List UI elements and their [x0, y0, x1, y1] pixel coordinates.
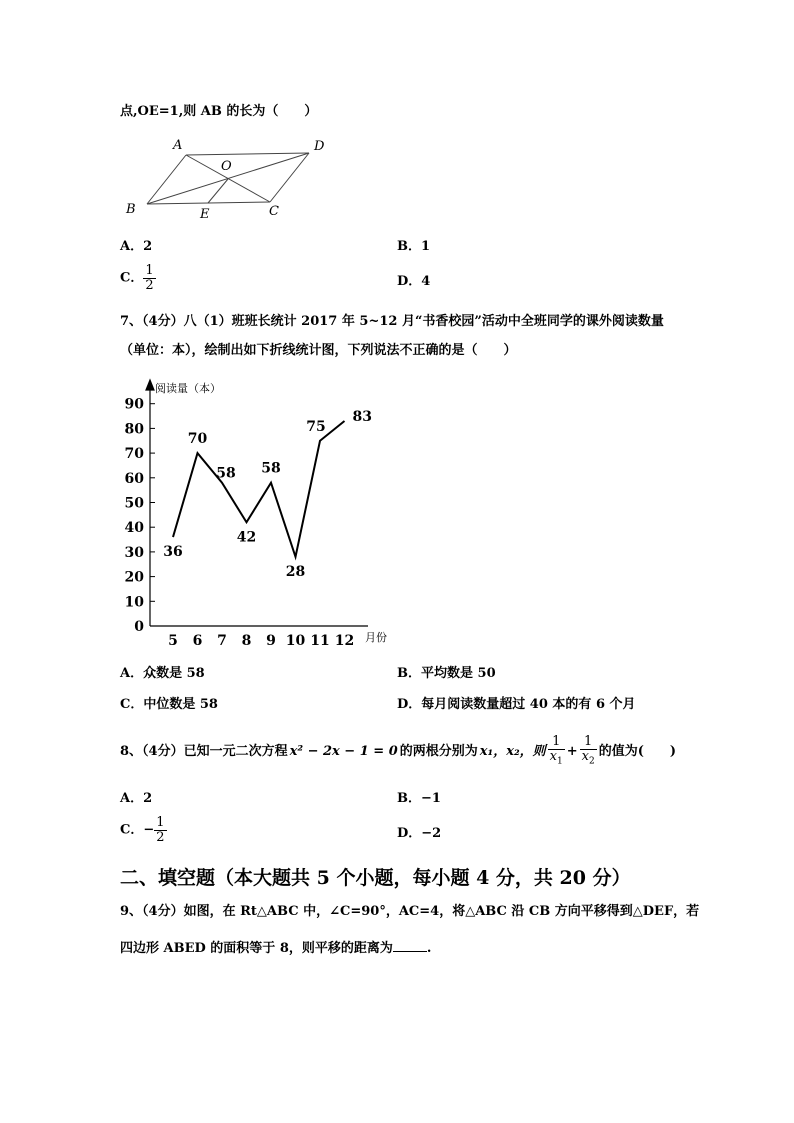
segment-oe [208, 179, 228, 203]
data-label: 75 [306, 418, 326, 435]
q8-stem-pre: 8、（4分）已知一元二次方程 [120, 744, 288, 759]
option-letter: C． [120, 697, 144, 712]
q8-option-c[interactable] [120, 816, 167, 845]
option-letter: B． [397, 791, 421, 806]
data-label: 58 [216, 465, 236, 482]
option-letter: B． [397, 666, 421, 681]
q6-option-d[interactable] [397, 274, 430, 290]
q8-equation: x² − 2x − 1 = 0 [289, 744, 398, 759]
q9-line2-pre: 四边形 ABED 的面积等于 8，则平移的距离为 [120, 941, 393, 956]
label-b: B [126, 202, 136, 217]
x-ticks [168, 633, 354, 649]
x-tick-label: 11 [310, 633, 330, 649]
q6-option-c[interactable] [120, 264, 156, 293]
option-text: −2 [421, 826, 442, 841]
edge-ab [147, 155, 186, 204]
option-text: 平均数是 50 [421, 666, 496, 681]
data-label: 28 [285, 563, 306, 580]
y-tick-label: 80 [124, 421, 144, 438]
q9-line2-post: . [426, 941, 432, 956]
answer-blank[interactable] [393, 939, 427, 952]
x-tick-label: 6 [192, 633, 203, 649]
option-letter: C． [120, 270, 144, 286]
option-letter: A． [120, 791, 144, 806]
reading-line-chart [110, 376, 400, 651]
fraction-one-half: $\frac{1}{2}$ [156, 815, 165, 845]
label-c: C [269, 204, 279, 219]
q8-option-b[interactable] [397, 791, 441, 807]
data-labels [163, 409, 372, 580]
y-tick-label: 70 [124, 446, 144, 463]
option-text: 众数是 58 [143, 666, 205, 681]
q7-option-d[interactable] [397, 697, 636, 713]
section-heading: 二、填空题（本大题共 5 个小题，每小题 4 分，共 20 分） [120, 867, 631, 889]
q9-stem-line1: 9、（4分）如图，在 Rt△ABC 中，∠C=90°，AC=4，将△ABC 沿 CB 方向平移得到△DEF，若 [120, 904, 700, 919]
option-text: 2 [143, 239, 153, 254]
y-axis-arrow [146, 380, 154, 390]
fraction-one-over-x1: $\frac{1}{x_1}$ [549, 734, 563, 767]
option-text: 4 [421, 274, 431, 289]
label-e: E [200, 207, 210, 222]
data-label: 42 [236, 529, 257, 546]
y-tick-label: 40 [124, 520, 144, 537]
x-tick-label: 8 [241, 633, 252, 649]
label-a: A [173, 138, 183, 153]
q8-roots: x₁，x₂，则 [479, 744, 546, 759]
q7-option-b[interactable] [397, 666, 496, 682]
data-label: 83 [352, 408, 372, 425]
data-label: 36 [163, 544, 183, 561]
y-tick-label: 90 [124, 396, 144, 413]
y-tick-label: 60 [124, 470, 144, 487]
plus-sign: + [566, 744, 578, 759]
data-label: 58 [261, 460, 281, 477]
edge-dc [270, 153, 309, 202]
label-d: D [314, 139, 325, 154]
q7-option-c[interactable] [120, 697, 218, 713]
q6-option-a[interactable] [120, 239, 152, 255]
q7-stem-line2: （单位：本），绘制出如下折线统计图，下列说法不正确的是（ ） [120, 343, 517, 358]
q8-option-d[interactable] [397, 826, 441, 842]
label-o: O [221, 159, 232, 174]
x-tick-label: 7 [217, 633, 227, 649]
edge-ad [186, 153, 309, 155]
q8-stem-post: 的值为( ) [598, 744, 677, 759]
option-letter: D． [397, 274, 422, 289]
option-letter: D． [397, 697, 422, 712]
y-tick-label: 0 [134, 619, 144, 635]
option-letter: D． [397, 826, 422, 841]
q9-stem-line2 [120, 939, 431, 957]
option-letter: B． [397, 239, 421, 254]
y-tick-label: 50 [124, 495, 144, 512]
option-text: −1 [421, 791, 441, 806]
data-label: 70 [187, 431, 208, 448]
x-tick-label: 5 [168, 633, 178, 649]
q8-stem [120, 730, 676, 774]
y-tick-label: 10 [124, 594, 144, 611]
parallelogram-figure [120, 132, 350, 227]
option-text: 每月阅读数量超过 40 本的有 6 个月 [421, 697, 636, 712]
option-text: 2 [143, 791, 153, 806]
q7-stem-line1: 7、（4分）八（1）班班长统计 2017 年 5~12 月“书香校园”活动中全班同学的课外阅读数量 [120, 314, 664, 329]
option-text: 中位数是 58 [143, 697, 218, 712]
minus-sign: − [143, 822, 155, 838]
q6-option-b[interactable] [397, 239, 430, 255]
q6-stem-tail: 点,OE=1,则 AB 的长为（ ） [120, 104, 318, 119]
y-tick-label: 20 [124, 569, 144, 586]
q8-option-a[interactable] [120, 791, 152, 807]
q8-stem-mid: 的两根分别为 [399, 744, 478, 759]
x-tick-label: 12 [334, 633, 355, 649]
q7-option-a[interactable] [120, 666, 205, 682]
x-tick-label: 9 [266, 633, 276, 649]
option-text: 1 [421, 239, 431, 254]
option-letter: A． [120, 666, 144, 681]
y-axis-label: 阅读量（本） [155, 382, 221, 395]
fraction-one-half: $\frac{1}{2}$ [145, 263, 154, 293]
x-tick-label: 10 [285, 633, 306, 649]
y-tick-label: 30 [124, 544, 144, 561]
fraction-one-over-x2: $\frac{1}{x_2}$ [581, 734, 595, 767]
option-letter: C． [120, 822, 144, 838]
x-axis-label: 月份 [365, 631, 387, 644]
option-letter: A． [120, 239, 144, 254]
